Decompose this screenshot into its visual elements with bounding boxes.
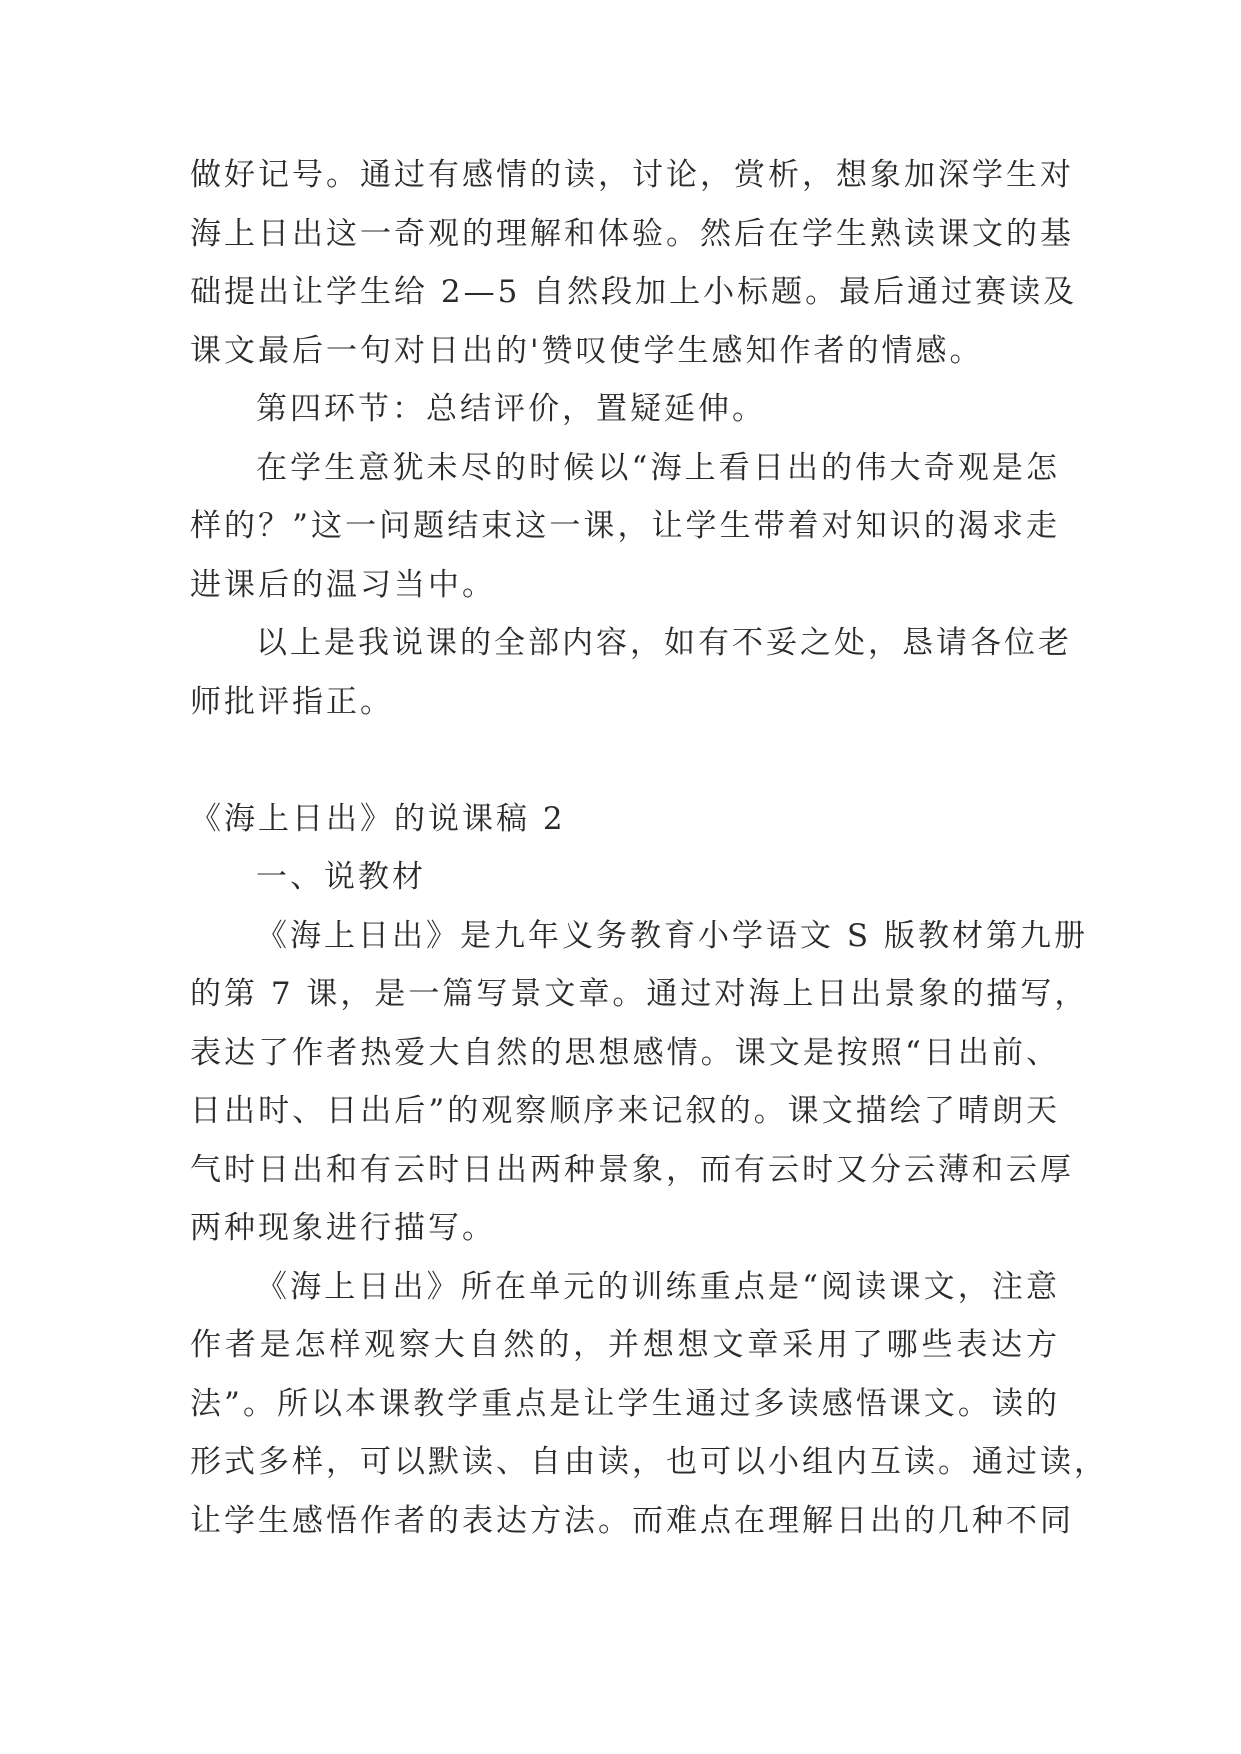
text-line: 课文最后一句对日出的'赞叹使学生感知作者的情感。 [190,332,984,369]
text-line: 础提出让学生给 2—5 自然段加上小标题。最后通过赛读及 [190,274,1078,310]
paragraph-closing-remarks [190,614,1072,731]
paragraph-teaching-focus [190,1258,1108,1551]
text-line: 形式多样，可以默读、自由读，也可以小组内互读。通过读， [190,1444,1108,1480]
text-line: 法”。所以本课教学重点是让学生通过多读感悟课文。读的 [190,1385,1060,1422]
text-line: 《海上日出》所在单元的训练重点是“阅读课文，注意 [256,1268,1060,1305]
text-line: 做好记号。通过有感情的读，讨论，赏析，想象加深学生对 [190,157,1074,193]
text-line: 让学生感悟作者的表达方法。而难点在理解日出的几种不同 [190,1502,1074,1539]
spacer [190,731,1060,790]
document-body [190,146,1108,1550]
text-line: 气时日出和有云时日出两种景象，而有云时又分云薄和云厚 [190,1151,1074,1188]
text-line: 表达了作者热爱大自然的思想感情。课文是按照“日出前、 [190,1034,1060,1071]
text-line: 在学生意犹未尽的时候以“海上看日出的伟大奇观是怎 [256,449,1060,486]
text-line: 日出时、日出后”的观察顺序来记叙的。课文描绘了晴朗天 [190,1093,1060,1129]
section-heading-step4: 第四环节：总结评价，置疑延伸。 [256,391,766,427]
paragraph-conclusion-question [190,439,1060,615]
text-line: 海上日出这一奇观的理解和体验。然后在学生熟读课文的基 [190,215,1074,252]
text-line: 作者是怎样观察大自然的，并想想文章采用了哪些表达方 [190,1327,1060,1363]
paragraph-reading-activity [190,146,1078,380]
text-line: 进课后的温习当中。 [190,566,496,603]
document-title: 《海上日出》的说课稿 2 [190,800,566,837]
text-line: 的第 7 课，是一篇写景文章。通过对海上日出景象的描写， [190,976,1089,1012]
text-line: 以上是我说课的全部内容，如有不妥之处，恳请各位老 [256,625,1072,661]
text-line: 师批评指正。 [190,683,394,720]
text-line: 样的？”这一问题结束这一课，让学生带着对知识的渴求走 [190,508,1060,544]
section-heading-teaching-material: 一、说教材 [256,859,426,895]
paragraph-textbook-intro [190,907,1089,1258]
text-line: 两种现象进行描写。 [190,1210,496,1246]
text-line: 《海上日出》是九年义务教育小学语文 S 版教材第九册 [256,917,1088,954]
